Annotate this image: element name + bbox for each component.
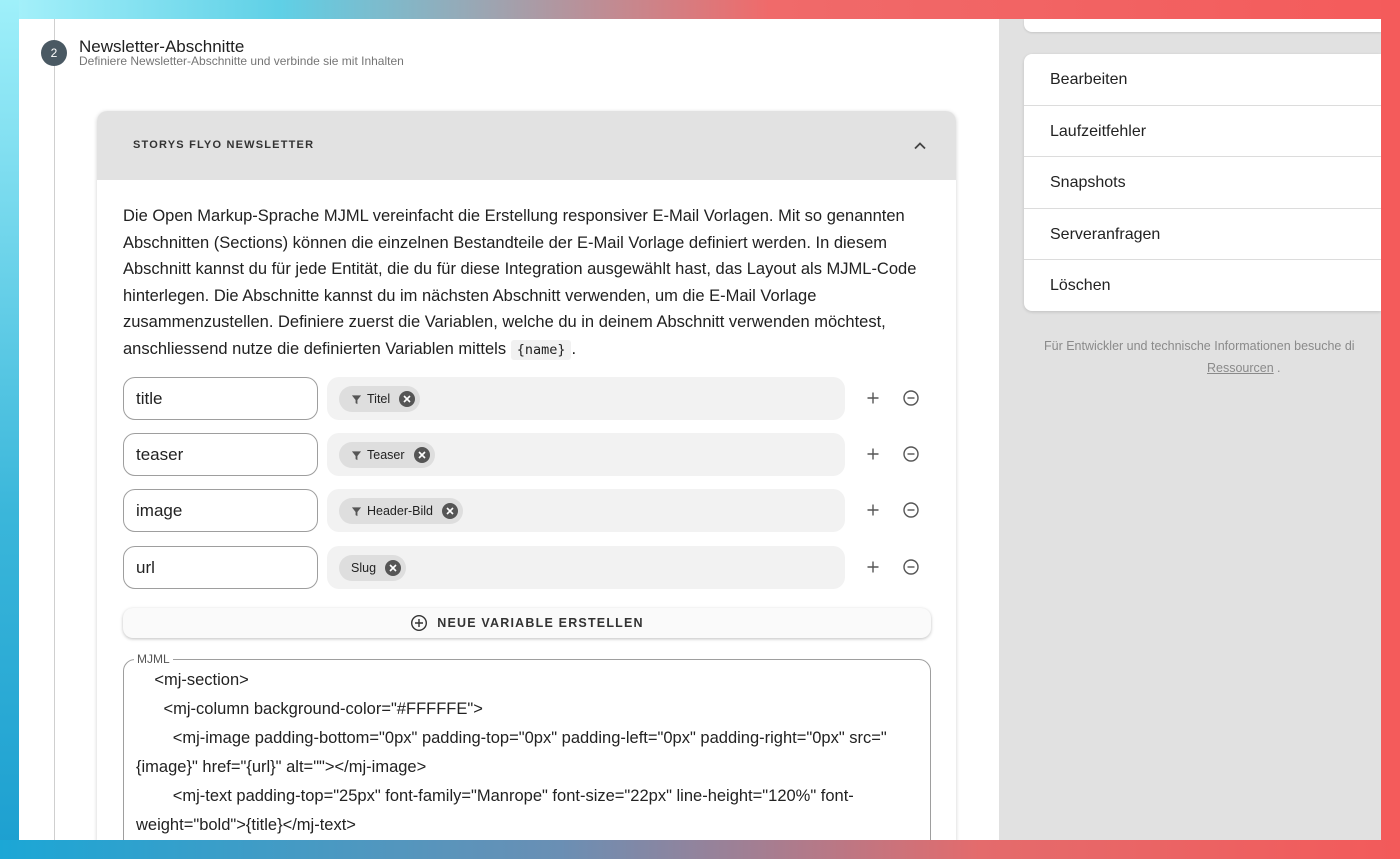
value-chip[interactable]: [339, 442, 435, 468]
section-description: [123, 203, 923, 363]
value-chip[interactable]: [339, 386, 420, 412]
description-end: .: [571, 339, 577, 358]
variable-row: [123, 433, 923, 477]
filter-icon: [351, 506, 362, 517]
section-card-title: STORYS FLYO NEWSLETTER: [133, 139, 315, 151]
description-text: Die Open Markup-Sprache MJML vereinfacht die Erstellung responsiver E-Mail Vorlagen. Mit so genannten Abschnitten (Sections) können die einzelnen Bestandteile der E-Mail Vorlage definiert werden. In diesem Abschnitt kannst du für jede Entität, die du für diese Integration ausgewählt hast, das Layout als MJML-Code hinterlegen. Die Abschnitte kannst du im nächsten Abschnitt verwenden, um die E-Mail Vorlage zusammenzustellen. Definiere zuerst die Variablen, welche du in deinem Abschnitt verwenden möchtest, anschliessend nutze die definierten Variablen mittels: [123, 207, 917, 358]
menu-item-snapshots[interactable]: Snapshots: [1024, 157, 1381, 209]
menu-item-laufzeitfehler[interactable]: Laufzeitfehler: [1024, 106, 1381, 158]
plus-circle-icon: [410, 614, 428, 632]
step-title: Newsletter-Abschnitte: [79, 37, 245, 56]
add-icon[interactable]: [864, 445, 882, 463]
variable-values-field[interactable]: [327, 546, 845, 589]
value-chip[interactable]: [339, 555, 406, 581]
add-icon[interactable]: [864, 389, 882, 407]
remove-circle-icon[interactable]: [902, 389, 920, 407]
mjml-code-field[interactable]: [123, 652, 931, 840]
value-chip-label: Slug: [351, 561, 377, 575]
variable-name-input[interactable]: image: [123, 489, 318, 532]
value-chip[interactable]: [339, 498, 463, 524]
new-variable-label: NEUE VARIABLE ERSTELLEN: [437, 616, 644, 630]
value-chip-label: Header-Bild: [367, 504, 434, 518]
menu-item-serveranfragen[interactable]: Serveranfragen: [1024, 209, 1381, 261]
variable-row: [123, 489, 923, 533]
app-window: [19, 19, 1381, 840]
variable-name-input[interactable]: teaser: [123, 433, 318, 476]
actions-menu: [1024, 54, 1381, 311]
chip-close-icon[interactable]: [399, 391, 415, 407]
chip-close-icon[interactable]: [385, 560, 401, 576]
new-variable-button[interactable]: [123, 608, 931, 638]
menu-item-bearbeiten[interactable]: Bearbeiten: [1024, 54, 1381, 106]
description-code: {name}: [511, 340, 572, 360]
chip-close-icon[interactable]: [442, 503, 458, 519]
resources-link[interactable]: Ressourcen: [1207, 361, 1274, 375]
variable-row: [123, 546, 923, 590]
developer-info-text: Für Entwickler und technische Informationen besuche di: [1044, 339, 1355, 353]
variable-name-input[interactable]: url: [123, 546, 318, 589]
remove-circle-icon[interactable]: [902, 558, 920, 576]
menu-top-card: [1024, 19, 1381, 32]
add-icon[interactable]: [864, 501, 882, 519]
variable-values-field[interactable]: [327, 489, 845, 532]
step-subtitle: Definiere Newsletter-Abschnitte und verbinde sie mit Inhalten: [79, 54, 404, 68]
chevron-up-icon[interactable]: [914, 140, 926, 152]
menu-item-loeschen[interactable]: Löschen: [1050, 277, 1111, 294]
main-content: [19, 19, 999, 840]
developer-info-end: .: [1277, 361, 1281, 375]
mjml-label: MJML: [134, 653, 173, 666]
frame-left: [0, 0, 19, 859]
variable-name-input[interactable]: title: [123, 377, 318, 420]
add-icon[interactable]: [864, 558, 882, 576]
mjml-code-text[interactable]: <mj-section> <mj-column background-color="#FFFFFE"> <mj-image padding-bottom="0px" padding-top="0px" padding-left="0px" padding-right="0px" src="{image}" href="{url}" alt=""></mj-image> <mj-text padding-top="25px" font-family="Manrope" font-size="22px" line-height="120%" font-weight="bold">{title}</mj-text>: [136, 671, 887, 834]
section-card-header[interactable]: [97, 111, 956, 180]
remove-circle-icon[interactable]: [902, 445, 920, 463]
remove-circle-icon[interactable]: [902, 501, 920, 519]
value-chip-label: Teaser: [367, 448, 405, 462]
step-connector-line: [54, 19, 55, 840]
section-card: [97, 111, 956, 840]
variable-values-field[interactable]: [327, 433, 845, 476]
frame-bottom: [0, 840, 1400, 859]
variable-values-field[interactable]: [327, 377, 845, 420]
variable-row: [123, 377, 923, 421]
filter-icon: [351, 450, 362, 461]
filter-icon: [351, 394, 362, 405]
right-panel: [999, 19, 1381, 840]
step-number-badge: 2: [41, 40, 67, 66]
frame-right: [1381, 0, 1400, 859]
chip-close-icon[interactable]: [414, 447, 430, 463]
value-chip-label: Titel: [367, 392, 391, 406]
